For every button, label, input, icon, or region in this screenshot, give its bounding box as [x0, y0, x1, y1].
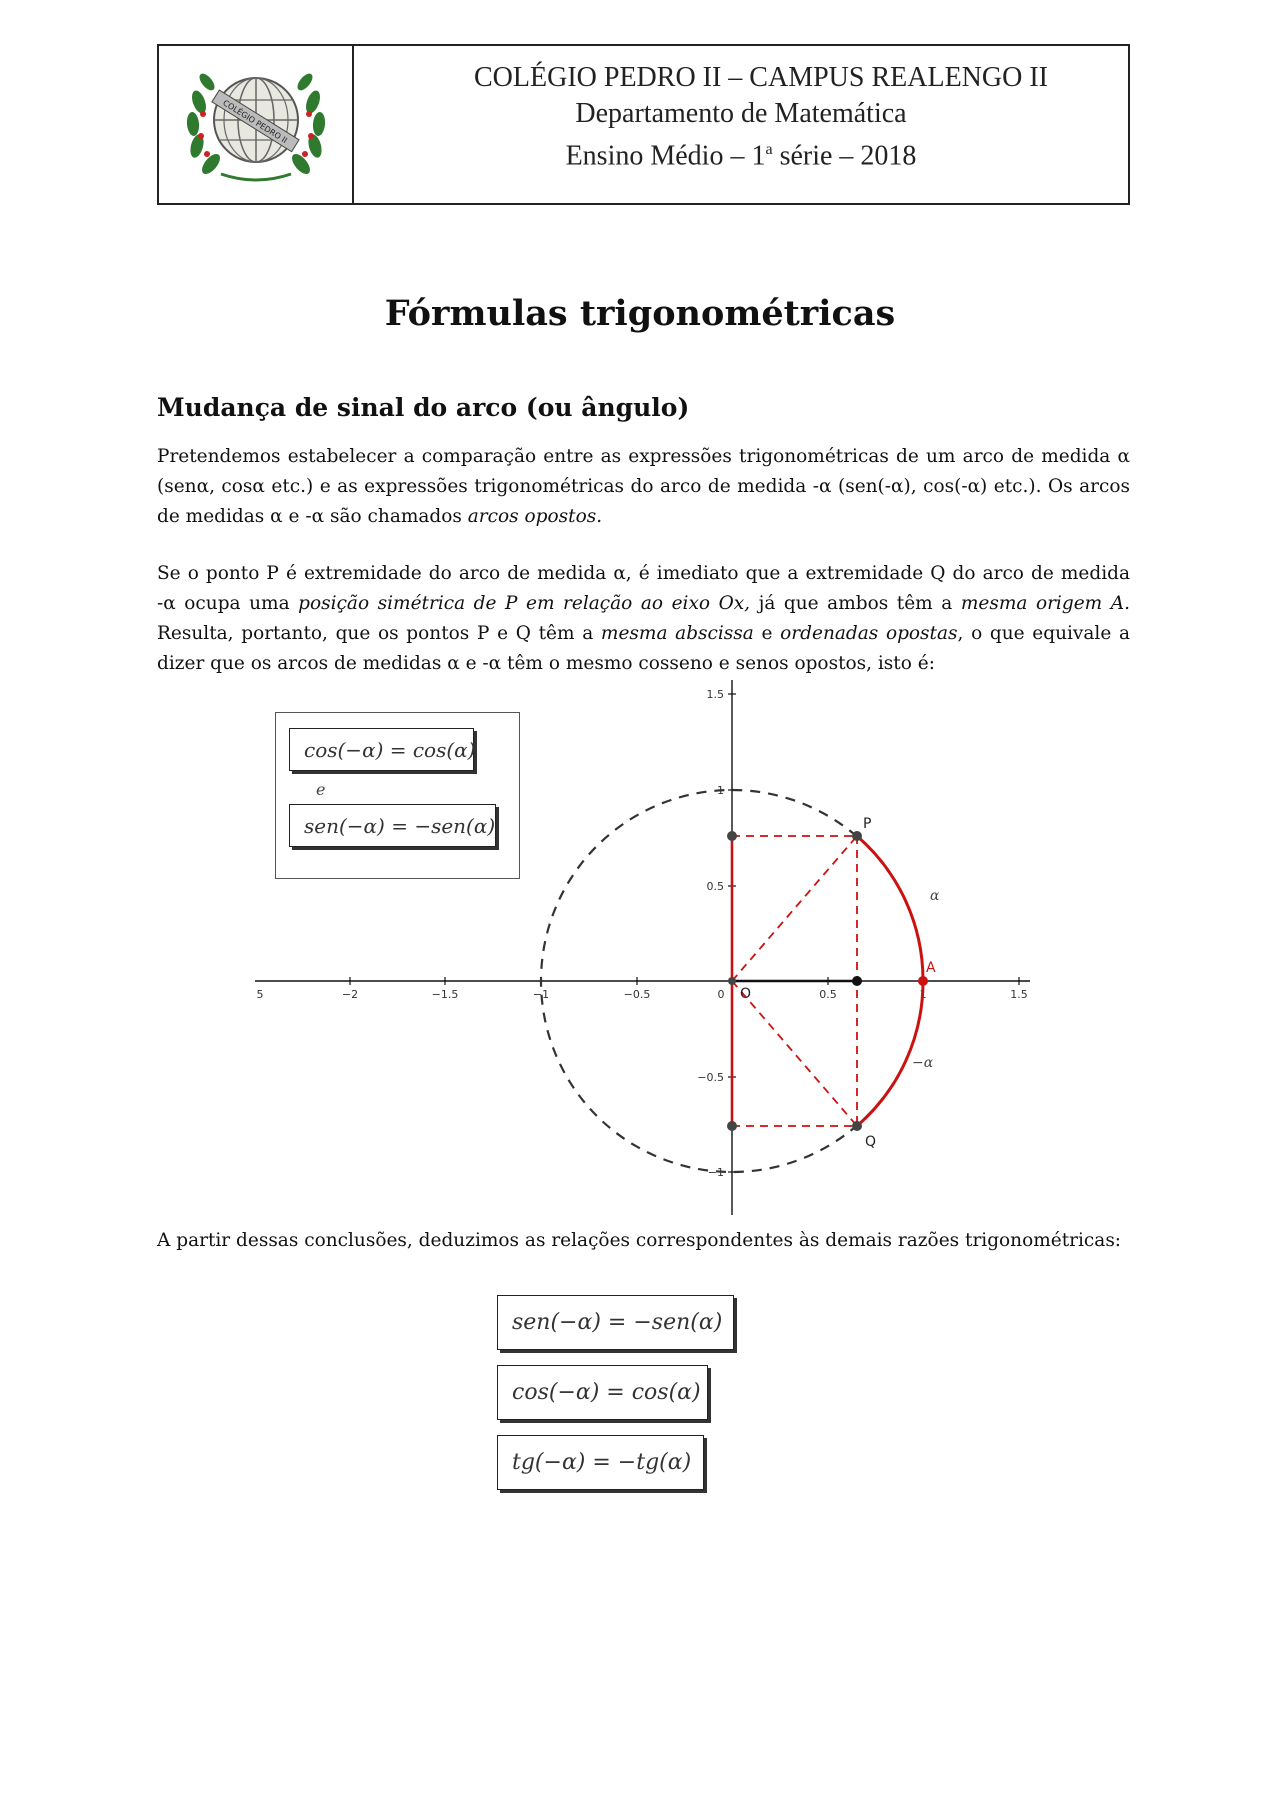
point-origin — [728, 977, 736, 985]
x-tick-label: 0.5 — [819, 988, 837, 1001]
point-q — [852, 1121, 862, 1131]
school-crest-logo — [181, 62, 331, 187]
x-tick-label: 1.5 — [1010, 988, 1028, 1001]
formula-cos: cos(−α) = cos(α) — [497, 1365, 708, 1420]
logo-banner-text: COLÉGIO PEDRO II — [220, 98, 289, 146]
section-heading: Mudança de sinal do arco (ou ângulo) — [157, 393, 690, 422]
y-tick-label: 1.5 — [706, 688, 724, 701]
p2-text-b: posição simétrica de P em relação ao eixo Ox, — [298, 593, 751, 614]
x-tick-label: −1 — [532, 988, 550, 1001]
label-minus-alpha: −α — [912, 1055, 934, 1071]
y-tick-label: −1 — [707, 1166, 724, 1179]
p2-text-g: e — [753, 623, 781, 644]
course-info-prefix: Ensino Médio – 1 — [565, 140, 766, 172]
p2-text-c: já que ambos têm a — [750, 593, 961, 614]
label-p: P — [863, 816, 872, 832]
formula-sen: sen(−α) = −sen(α) — [497, 1295, 734, 1350]
course-info — [354, 132, 1128, 174]
school-name: COLÉGIO PEDRO II – CAMPUS REALENGO II — [474, 62, 1048, 93]
header-text — [354, 46, 1128, 203]
school-logo-cell — [159, 46, 354, 203]
connector-e: e — [316, 780, 326, 799]
p2-text-i: , o que equivale a dizer que os arcos de medidas α e -α têm o mesmo cosseno e senos opostos, isto é: — [157, 623, 1130, 674]
formula-panel — [275, 712, 520, 879]
course-info-suffix: série – 2018 — [772, 140, 917, 172]
point-p — [852, 831, 862, 841]
x-tick-label: −0.5 — [623, 988, 651, 1001]
point-cos — [852, 976, 862, 986]
formula-tg: tg(−α) = −tg(α) — [497, 1435, 704, 1490]
p2-text-f: mesma abscissa — [600, 623, 754, 644]
course-info-sup: a — [765, 141, 773, 158]
x-tick-label: 0 — [717, 988, 725, 1001]
op-radius-dashed — [732, 836, 857, 981]
label-o: O — [740, 986, 752, 1002]
paragraph-conclusion: A partir dessas conclusões, deduzimos as relações correspondentes às demais razões trigonométricas: — [157, 1230, 1122, 1251]
point-a — [918, 976, 928, 986]
p2-text-a: Se o ponto P é extremidade do arco de medida α, é imediato que a extremidade Q do arco de medida -α ocupa uma — [157, 563, 1130, 614]
formula-cos-even: cos(−α) = cos(α) — [289, 728, 474, 771]
label-a: A — [926, 960, 936, 976]
department-name: Departamento de Matemática — [575, 98, 907, 129]
paragraph-symmetry — [157, 559, 1130, 679]
p2-text-e: Resulta, portanto, que os pontos P e Q têm a — [157, 623, 601, 644]
label-q: Q — [865, 1134, 877, 1150]
point-sin-p — [727, 831, 737, 841]
paragraph-intro-emphasis: arcos opostos. — [467, 506, 603, 527]
x-tick-label: −2 — [341, 988, 359, 1001]
p2-text-h: ordenadas opostas — [780, 623, 958, 644]
label-alpha: α — [930, 888, 940, 904]
y-tick-label: −0.5 — [697, 1071, 724, 1084]
y-tick-label: 0.5 — [706, 880, 724, 893]
point-sin-q — [727, 1121, 737, 1131]
x-tick-label: 1 — [919, 988, 927, 1001]
formula-sen-odd: sen(−α) = −sen(α) — [289, 804, 496, 847]
x-tick-label: 5 — [256, 988, 264, 1001]
p2-text-d: mesma origem A. — [960, 593, 1130, 614]
y-tick-label: 1 — [717, 784, 724, 797]
paragraph-intro — [157, 442, 1130, 532]
header-box — [157, 44, 1130, 205]
oq-radius-dashed — [732, 981, 857, 1126]
x-tick-label: −1.5 — [431, 988, 459, 1001]
paragraph-intro-text: Pretendemos estabelecer a comparação entre as expressões trigonométricas de um arco de medida α (senα, cosα etc.) e as expressões trigonométricas do arco de medida -α (sen(-α), cos(-α) etc.). Os arcos de medidas α e -α são chamados — [157, 446, 1130, 527]
page-title: Fórmulas trigonométricas — [384, 293, 896, 334]
